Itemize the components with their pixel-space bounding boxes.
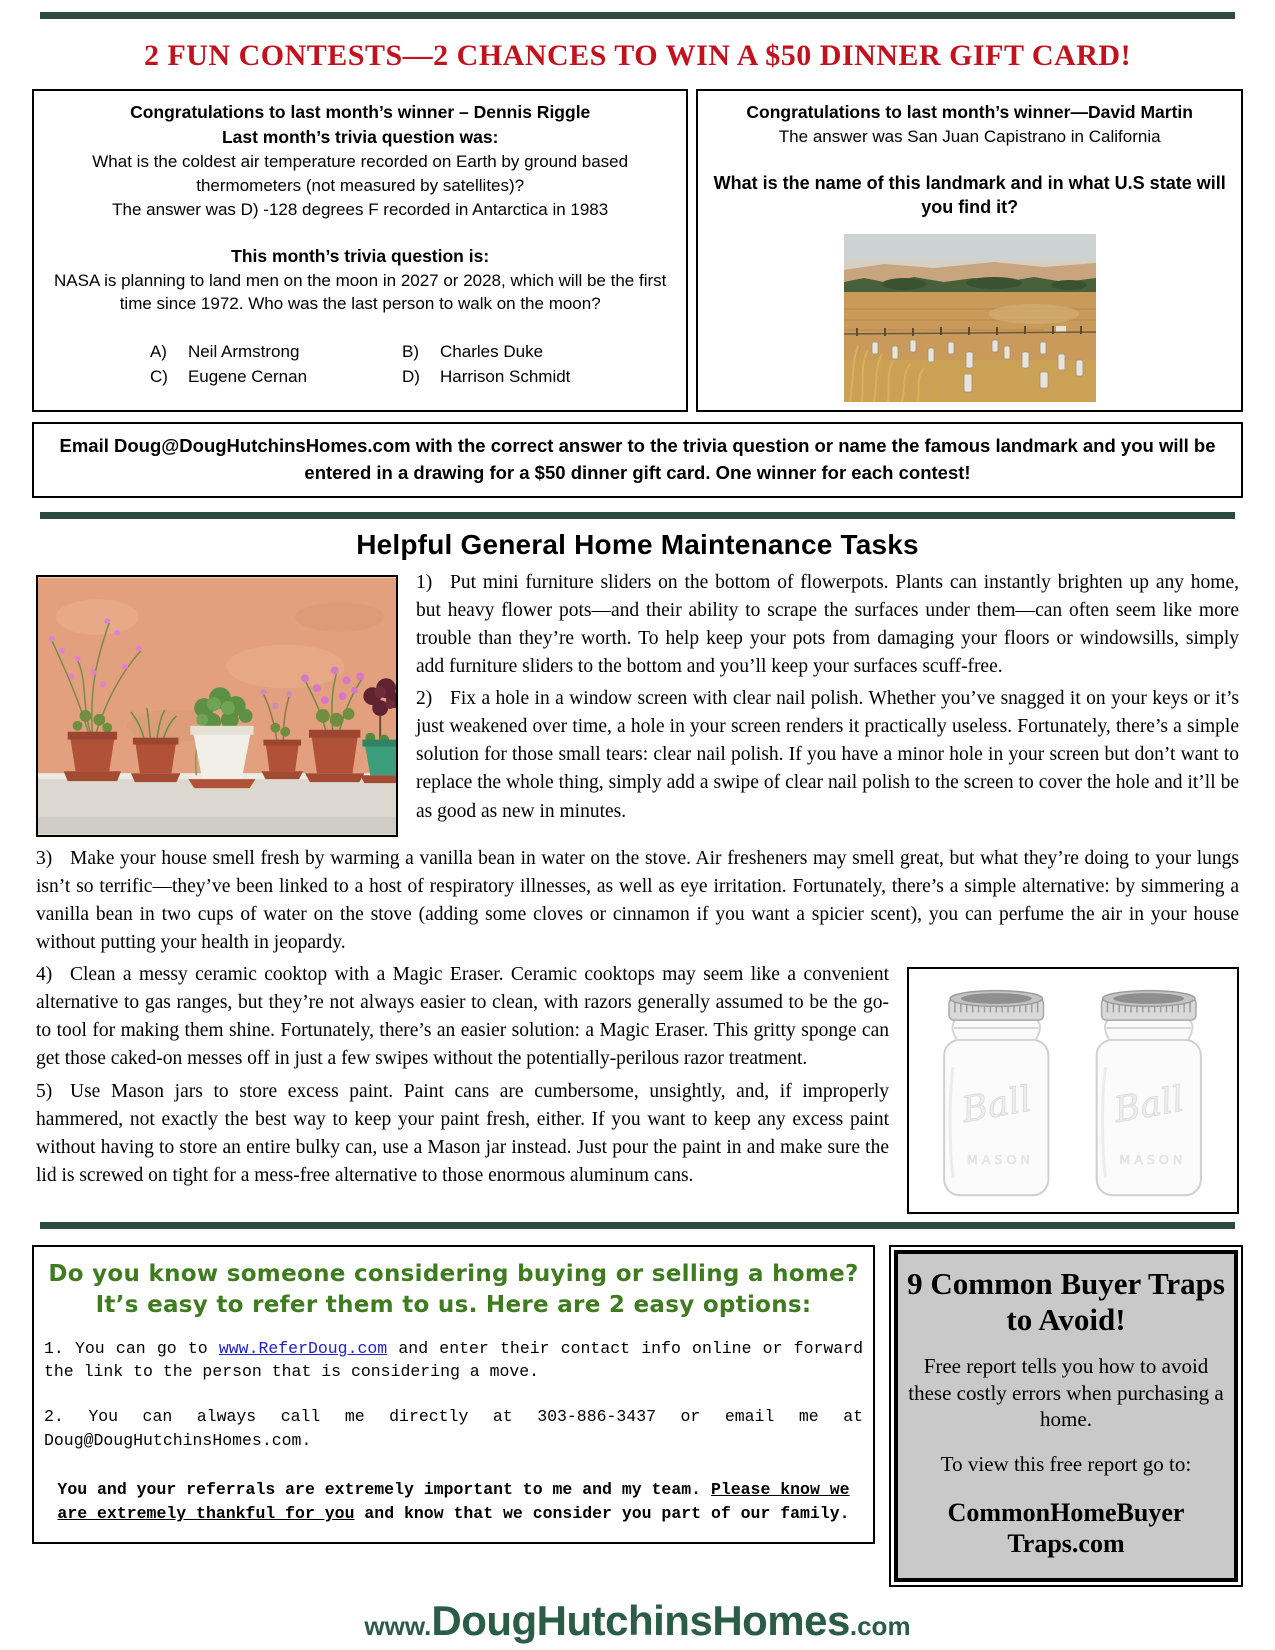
- referral-heading-line2: It’s easy to refer them to us. Here are 2 easy options:: [95, 1292, 812, 1319]
- footer-domain-name: DougHutchinsHomes: [431, 1596, 850, 1644]
- landmark-last-answer: The answer was San Juan Capistrano in California: [778, 127, 1161, 147]
- svg-text:MASON: MASON: [1119, 1152, 1187, 1168]
- option1-post-text: and enter their contact info online or forward the link to the person that is considering a move.: [44, 1339, 863, 1382]
- option-label: Charles Duke: [440, 341, 544, 361]
- maintenance-body: [36, 569, 1239, 1190]
- trivia-last-question: What is the coldest air temperature recorded on Earth by ground based thermometers (not measured by satellites)?: [92, 152, 629, 195]
- referdoug-link[interactable]: www.ReferDoug.com: [218, 1339, 388, 1359]
- trivia-this-question-label: This month’s trivia question is:: [231, 245, 490, 266]
- referral-option-1: [44, 1337, 863, 1383]
- option-key: C): [149, 367, 168, 387]
- referral-heading: [44, 1259, 863, 1321]
- item-text: Make your house smell fresh by warming a vanilla bean in water on the stove. Air fresheners may smell great, but what they’re doing to your lungs isn’t so terrific—they’ve been linked to a host of respiratory illnesses, as well as eye irritation. Fortunately, there’s a simple alternative: by simmering a vanilla bean in two cups of water on the stove (adding some cloves or cinnamon if you want a spicier scent), you can perfume the air in your house without putting your health in jeopardy.: [36, 847, 1239, 954]
- trivia-contest-box: [32, 89, 688, 412]
- option-key: D): [402, 367, 420, 387]
- trivia-this-question: NASA is planning to land men on the moon in 2027 or 2028, which will be the first time since 1972. Who was the last person to walk on the moon?: [53, 270, 667, 314]
- item-number: 3): [36, 847, 53, 869]
- trivia-option-c: [150, 365, 307, 388]
- svg-text:Ball: Ball: [1111, 1078, 1187, 1132]
- site-line1: CommonHomeBuyer: [947, 1498, 1185, 1528]
- flowerpots-photo: [36, 575, 398, 837]
- item-number: 5): [36, 1080, 53, 1102]
- item-number: 2): [416, 688, 433, 710]
- landmark-photo: [844, 234, 1096, 402]
- page-title: 2 FUN CONTESTS—2 CHANCES TO WIN A $50 DINNER GIFT CARD!: [143, 39, 1132, 72]
- closing-underlined-text: Please know we are extremely thankful for you: [57, 1479, 850, 1523]
- top-divider: [40, 12, 1235, 19]
- option-key: B): [402, 341, 420, 361]
- trivia-last-answer: The answer was D) -128 degrees F recorded in Antarctica in 1983: [112, 200, 609, 220]
- option-label: Neil Armstrong: [187, 341, 300, 361]
- referral-box: [32, 1245, 875, 1543]
- contest-section: [32, 89, 1243, 412]
- option-label: Eugene Cernan: [187, 367, 308, 387]
- footer-url: [0, 1597, 1275, 1645]
- referral-heading-line1: Do you know someone considering buying or selling a home?: [48, 1261, 859, 1288]
- option1-pre-text: 1. You can go to: [44, 1339, 219, 1359]
- trivia-option-d: [402, 365, 570, 388]
- buyer-traps-instruction: To view this free report go to:: [940, 1452, 1192, 1477]
- buyer-traps-box: [889, 1245, 1243, 1586]
- buyer-traps-title: 9 Common Buyer Traps to Avoid!: [907, 1266, 1225, 1337]
- buyer-traps-inner: [894, 1250, 1238, 1581]
- option-label: Harrison Schmidt: [440, 367, 571, 387]
- svg-text:MASON: MASON: [966, 1152, 1034, 1168]
- trivia-options: [40, 338, 680, 391]
- maintenance-heading: Helpful General Home Maintenance Tasks: [356, 528, 919, 560]
- site-line2: Traps.com: [1007, 1529, 1125, 1559]
- svg-text:Ball: Ball: [958, 1078, 1035, 1132]
- item-text: Use Mason jars to store excess paint. Paint cans are cumbersome, unsightly, and, if improperly hammered, not exactly the best way to keep your paint fresh, either. If you want to keep any excess paint without having to store an entire bulky can, use a Mason jar instead. Just pour the paint in and make sure the lid is screwed on tight for a mess-free alternative to those enormous aluminum cans.: [36, 1080, 889, 1186]
- option-key: A): [149, 341, 167, 361]
- item-number: 1): [416, 571, 433, 593]
- buyer-traps-body: Free report tells you how to avoid these costly errors when purchasing a home.: [908, 1354, 1224, 1431]
- trivia-last-question-label: Last month’s trivia question was:: [221, 127, 499, 148]
- footer-com: .com: [849, 1610, 911, 1641]
- item-number: 4): [36, 964, 53, 986]
- section-divider: [40, 1222, 1235, 1229]
- item-text: Fix a hole in a window screen with clear nail polish. Whether you’ve snagged it on your keys or it’s just weakened over time, a hole in your screen renders it practically useless. Fortunately, there’s a simple solution for those small tears: clear nail polish. If you have a minor hole in your screen but don’t want to replace the whole thing, simply add a swipe of clear nail polish to the screen to cover the hole and it’ll be as good as new in minutes.: [416, 688, 1239, 822]
- section-divider: [40, 512, 1235, 519]
- footer-www: www.: [364, 1610, 432, 1641]
- trivia-option-b: [402, 340, 570, 363]
- landmark-contest-box: [696, 89, 1243, 412]
- bottom-section: [32, 1245, 1243, 1586]
- closing-text: and know that we consider you part of our family.: [354, 1503, 850, 1523]
- buyer-traps-site: [906, 1497, 1226, 1559]
- maintenance-item-3: [36, 845, 1239, 957]
- mason-jars-photo: [907, 967, 1239, 1214]
- closing-text: You and your referrals are extremely important to me and my team.: [57, 1479, 711, 1499]
- referral-option-2: 2. You can always call me directly at 303-886-3437 or email me at Doug@DougHutchinsHomes.com.: [44, 1407, 863, 1450]
- item-text: Clean a messy ceramic cooktop with a Magic Eraser. Ceramic cooktops may seem like a convenient alternative to gas ranges, but they’re not always easier to clean, with razors generally assumed to be the go-to tool for making them shine. Fortunately, there’s an easier solution: a Magic Eraser. This gritty sponge can get those caked-on messes off in just a few swipes without the potentially-perilous razor treatment.: [36, 964, 889, 1070]
- email-instructions-banner: Email Doug@DougHutchinsHomes.com with the correct answer to the trivia question or name the famous landmark and you will be entered in a drawing for a $50 dinner gift card. One winner for each contest!: [32, 422, 1243, 498]
- referral-closing: [44, 1478, 863, 1526]
- landmark-question: What is the name of this landmark and in what U.S state will you find it?: [713, 172, 1226, 218]
- item-text: Put mini furniture sliders on the bottom of flowerpots. Plants can instantly brighten up any home, but heavy flower pots—and their ability to scrape the surfaces under them—can often seem like more trouble than they’re worth. To help keep your pots from damaging your floors or windowsills, simply add furniture sliders to the bottom and you’ll keep your surfaces scuff-free.: [416, 571, 1239, 678]
- trivia-winner-line: Congratulations to last month’s winner – Dennis Riggle: [130, 102, 591, 122]
- trivia-option-a: [150, 340, 307, 363]
- landmark-winner-line: Congratulations to last month’s winner—David Martin: [746, 102, 1193, 122]
